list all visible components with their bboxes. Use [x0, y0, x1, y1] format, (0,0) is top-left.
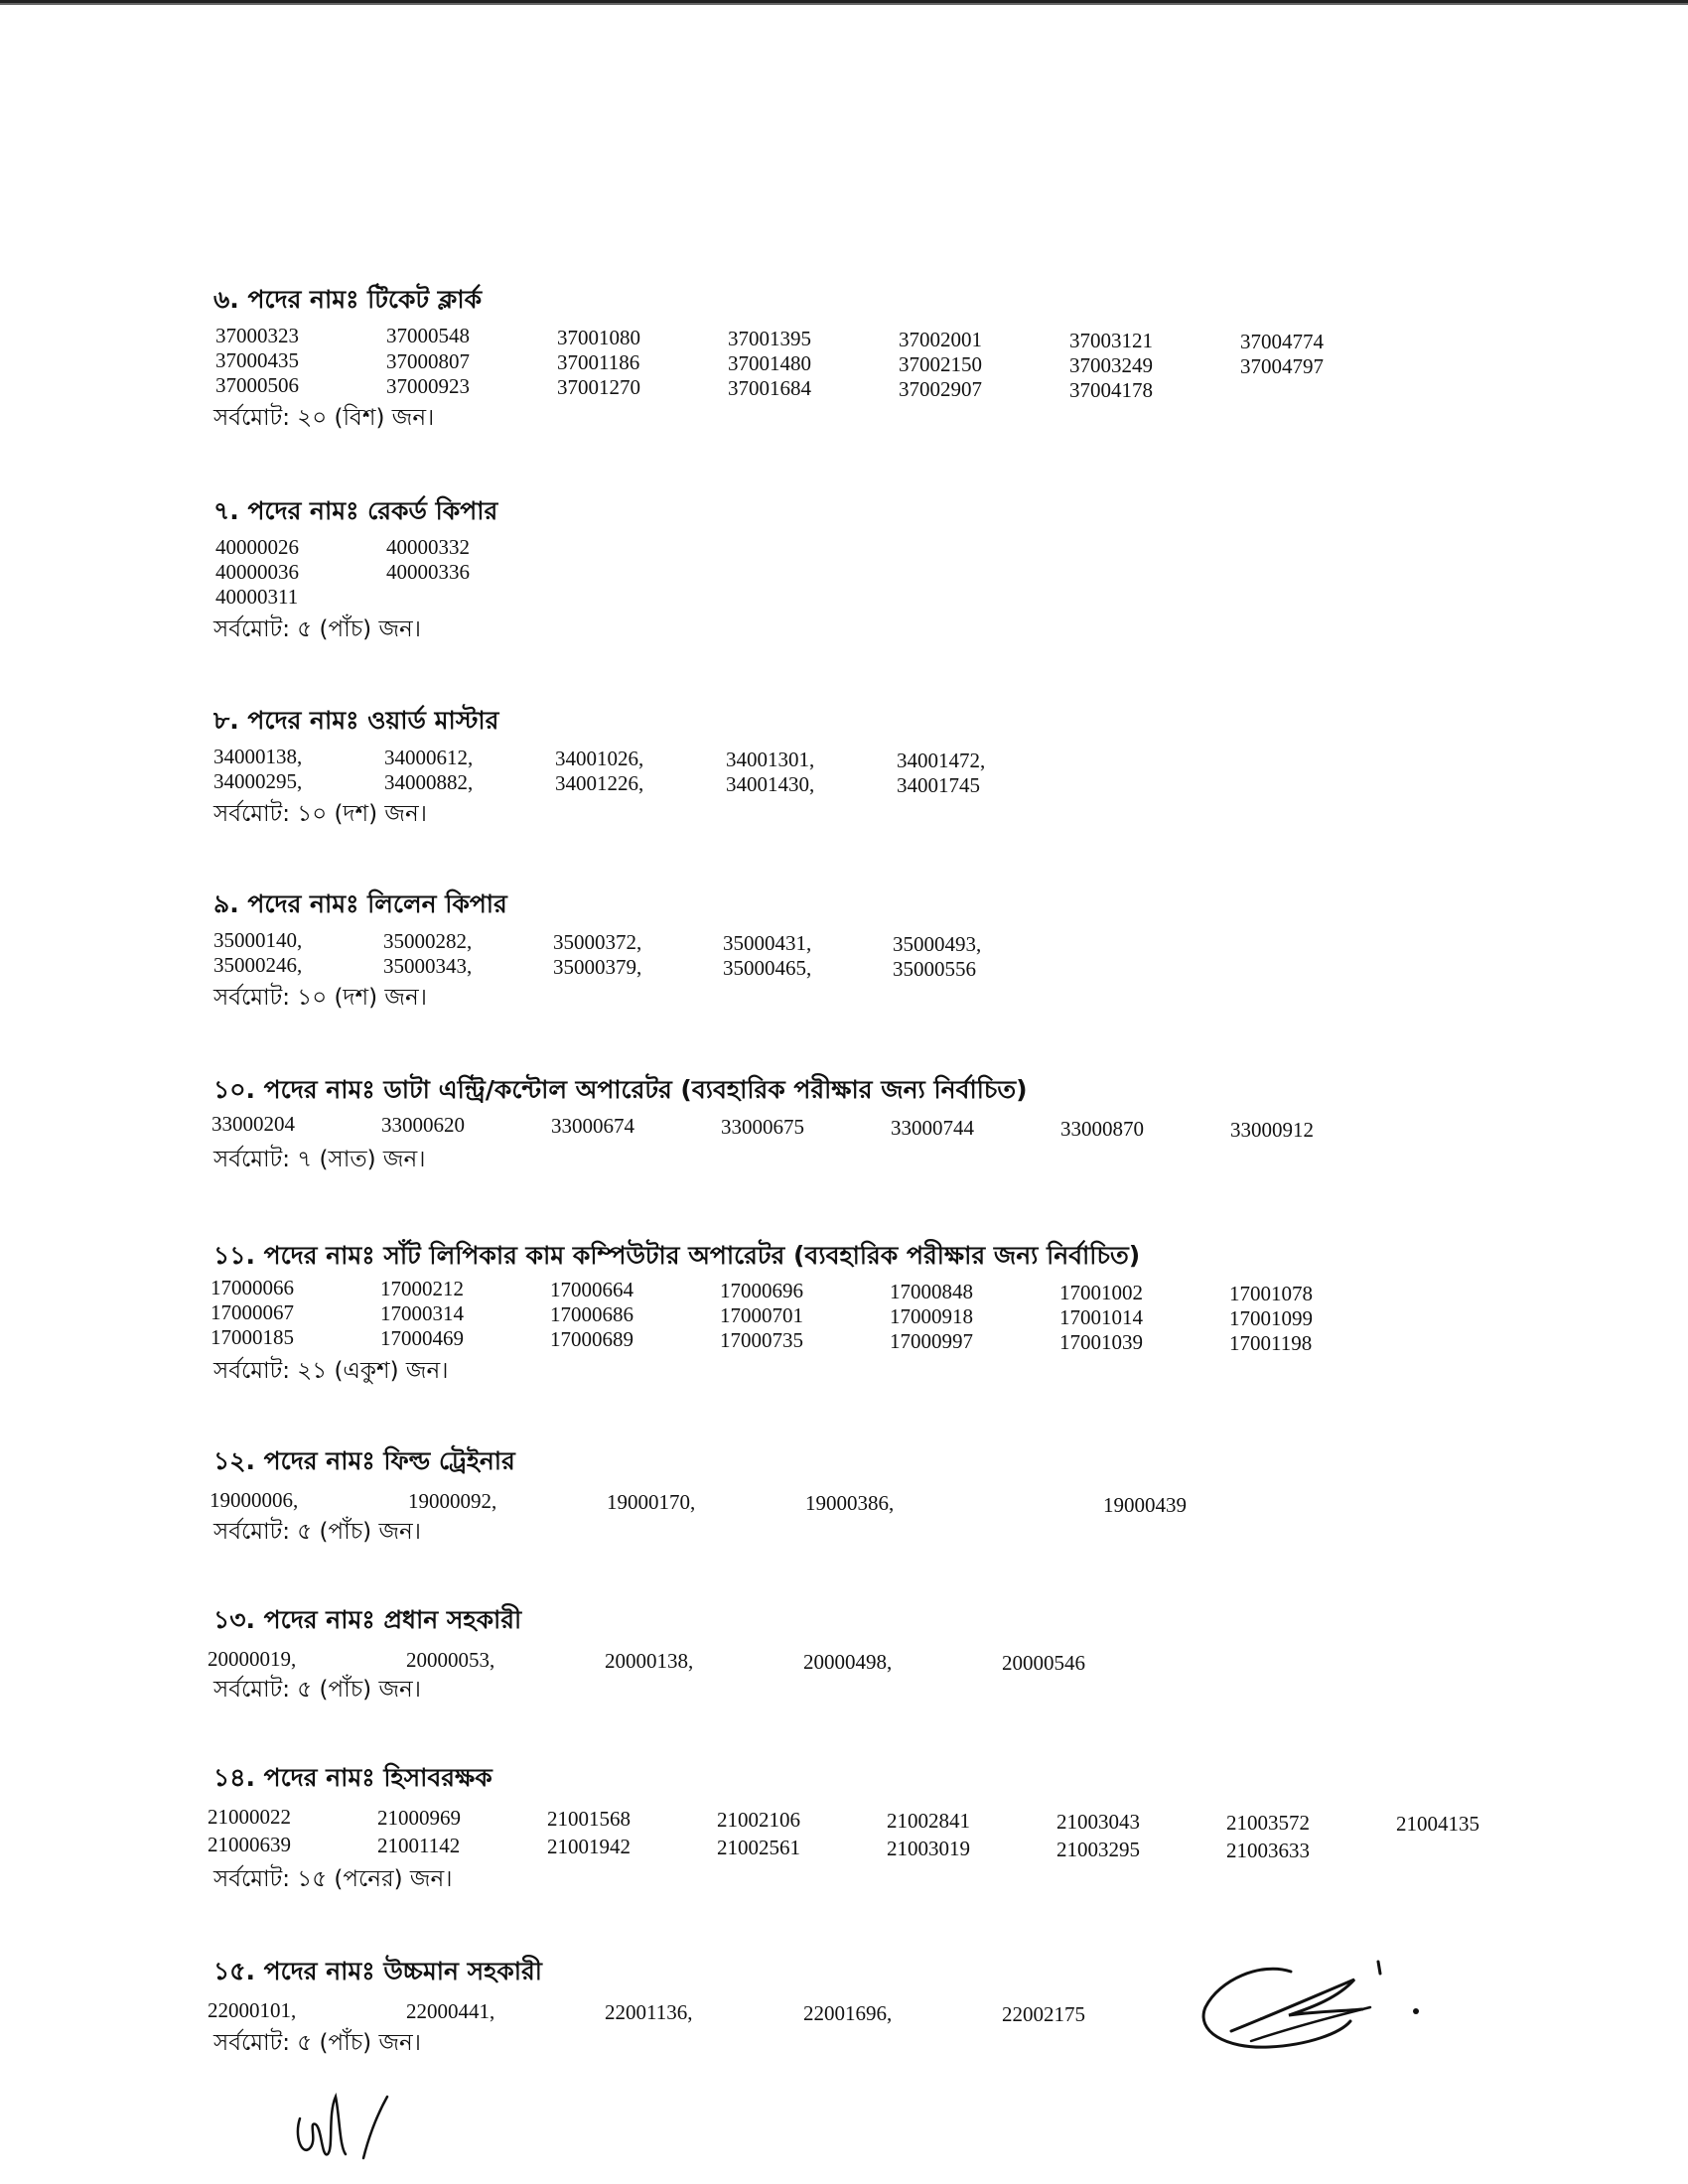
- roll-number: 40000026: [215, 535, 299, 559]
- section-heading: ৭. পদের নামঃ রেকর্ড কিপার: [213, 496, 498, 525]
- roll-number: 17000185: [211, 1325, 294, 1349]
- roll-number: 34001301,: [726, 748, 815, 771]
- roll-number: 22002175: [1002, 2002, 1085, 2026]
- roll-number: 37003249: [1069, 353, 1153, 377]
- section-total: সর্বমোট: ১০ (দশ) জন।: [213, 985, 427, 1011]
- section-total: সর্বমোট: ৫ (পাঁচ) জন।: [213, 616, 421, 642]
- roll-number: 34001472,: [897, 749, 986, 772]
- roll-number: 34000295,: [213, 769, 303, 793]
- roll-number: 19000170,: [607, 1490, 696, 1514]
- roll-number: 17000686: [550, 1302, 633, 1326]
- roll-number: 17001039: [1059, 1330, 1143, 1354]
- roll-number: 37000923: [386, 374, 470, 398]
- roll-number: 17000696: [720, 1279, 803, 1302]
- section-total: সর্বমোট: ৫ (পাঁচ) জন।: [213, 1677, 421, 1703]
- section-field-trainer: [0, 1441, 1688, 1590]
- roll-number: 37000435: [215, 348, 299, 372]
- roll-number: 21002561: [717, 1836, 800, 1859]
- roll-number: 37002150: [899, 352, 982, 376]
- roll-number: 17000664: [550, 1278, 633, 1301]
- roll-number: 21000969: [377, 1806, 461, 1830]
- roll-number: 37000506: [215, 373, 299, 397]
- roll-number: 21001568: [547, 1807, 631, 1831]
- roll-number: 21003572: [1226, 1811, 1310, 1835]
- roll-number: 17001002: [1059, 1281, 1143, 1304]
- section-head-assistant: [0, 1600, 1688, 1749]
- section-heading: ৬. পদের নামঃ টিকেট ক্লার্ক: [213, 285, 483, 314]
- roll-number: 37001480: [728, 351, 811, 375]
- roll-number: 17001099: [1229, 1306, 1313, 1330]
- roll-number: 35000343,: [383, 954, 473, 978]
- roll-number: 37000323: [215, 324, 299, 347]
- roll-number: 40000311: [215, 585, 299, 609]
- roll-number: 37001186: [557, 350, 640, 374]
- signature-right: [1192, 1946, 1440, 2065]
- roll-number: 37004797: [1240, 354, 1324, 378]
- roll-number: 40000336: [386, 560, 470, 584]
- section-heading: ১১. পদের নামঃ সাঁট লিপিকার কাম কম্পিউটার অপারেটর (ব্যবহারিক পরীক্ষার জন্য নির্বাচিত): [213, 1241, 1141, 1270]
- roll-number: 19000092,: [408, 1489, 497, 1513]
- section-ward-master: [0, 701, 1688, 850]
- roll-number: 37001395: [728, 327, 811, 350]
- roll-number: 21001142: [377, 1834, 461, 1857]
- roll-number: 19000386,: [805, 1491, 895, 1515]
- roll-number: 19000439: [1103, 1493, 1187, 1517]
- roll-number: 22000101,: [208, 1998, 297, 2022]
- roll-number: 33000675: [721, 1115, 804, 1139]
- section-heading: ১৫. পদের নামঃ উচ্চমান সহকারী: [213, 1957, 542, 1985]
- roll-number: 37001080: [557, 326, 640, 349]
- roll-number: 17000212: [380, 1277, 464, 1300]
- section-data-entry-operator: [0, 1070, 1688, 1219]
- roll-number: 33000744: [891, 1116, 974, 1140]
- roll-number: 33000620: [381, 1113, 465, 1137]
- roll-number: 21003295: [1056, 1838, 1140, 1861]
- roll-number: 20000498,: [803, 1650, 893, 1674]
- roll-number: 35000140,: [213, 928, 303, 952]
- roll-number: 34001430,: [726, 772, 815, 796]
- roll-number: 17000848: [890, 1280, 973, 1303]
- section-stenographer: [0, 1236, 1688, 1385]
- roll-number: 33000204: [211, 1112, 295, 1136]
- roll-number: 33000912: [1230, 1118, 1314, 1142]
- roll-number: 22001136,: [605, 2000, 693, 2024]
- section-heading: ৮. পদের নামঃ ওয়ার্ড মাস্টার: [213, 706, 499, 735]
- roll-number: 37003121: [1069, 329, 1153, 352]
- roll-number: 33000870: [1060, 1117, 1144, 1141]
- roll-number: 40000332: [386, 535, 470, 559]
- signature-left: [288, 2085, 407, 2174]
- section-accountant: [0, 1758, 1688, 1907]
- roll-number: 22001696,: [803, 2001, 893, 2025]
- roll-number: 40000036: [215, 560, 299, 584]
- roll-number: 20000546: [1002, 1651, 1085, 1675]
- roll-number: 21003043: [1056, 1810, 1140, 1834]
- section-heading: ১৩. পদের নামঃ প্রধান সহকারী: [213, 1605, 522, 1634]
- roll-number: 19000006,: [210, 1488, 299, 1512]
- section-ticket-clerk: [0, 280, 1688, 429]
- roll-number: 35000465,: [723, 956, 812, 980]
- roll-number: 37004774: [1240, 330, 1324, 353]
- section-total: সর্বমোট: ২১ (একুশ) জন।: [213, 1358, 449, 1384]
- section-record-keeper: [0, 491, 1688, 640]
- roll-number: 34001026,: [555, 747, 644, 770]
- section-total: সর্বমোট: ১৫ (পনের) জন।: [213, 1866, 453, 1892]
- roll-number: 17000314: [380, 1301, 464, 1325]
- roll-number: 21003633: [1226, 1839, 1310, 1862]
- roll-number: 17000997: [890, 1329, 973, 1353]
- section-heading: ১০. পদের নামঃ ডাটা এন্ট্রি/কন্টোল অপারেটর (ব্যবহারিক পরীক্ষার জন্য নির্বাচিত): [213, 1075, 1028, 1104]
- section-total: সর্বমোট: ১০ (দশ) জন।: [213, 801, 427, 827]
- roll-number: 17000469: [380, 1326, 464, 1350]
- roll-number: 37004178: [1069, 378, 1153, 402]
- roll-number: 20000138,: [605, 1649, 694, 1673]
- roll-number: 37002001: [899, 328, 982, 351]
- roll-number: 21000639: [208, 1833, 291, 1856]
- scan-top-edge: [0, 0, 1688, 8]
- roll-number: 21003019: [887, 1837, 970, 1860]
- roll-number: 17000689: [550, 1327, 633, 1351]
- roll-number: 20000053,: [406, 1648, 495, 1672]
- roll-number: 37000807: [386, 349, 470, 373]
- roll-number: 35000431,: [723, 931, 812, 955]
- roll-number: 17000735: [720, 1328, 803, 1352]
- roll-number: 22000441,: [406, 1999, 495, 2023]
- roll-number: 21000022: [208, 1805, 291, 1829]
- roll-number: 34000882,: [384, 770, 474, 794]
- roll-number: 21001942: [547, 1835, 631, 1858]
- roll-number: 17000066: [211, 1276, 294, 1299]
- roll-number: 35000282,: [383, 929, 473, 953]
- roll-number: 17001078: [1229, 1282, 1313, 1305]
- roll-number: 21004135: [1396, 1812, 1479, 1836]
- section-total: সর্বমোট: ৫ (পাঁচ) জন।: [213, 1519, 421, 1545]
- section-total: সর্বমোট: ২০ (বিশ) জন।: [213, 405, 435, 431]
- roll-number: 21002841: [887, 1809, 970, 1833]
- roll-number: 17000067: [211, 1300, 294, 1324]
- section-total: সর্বমোট: ৭ (সাত) জন।: [213, 1147, 426, 1172]
- roll-number: 34000138,: [213, 745, 303, 768]
- roll-number: 37000548: [386, 324, 470, 347]
- section-heading: ৯. পদের নামঃ লিলেন কিপার: [213, 889, 507, 918]
- roll-number: 35000493,: [893, 932, 982, 956]
- roll-number: 37001684: [728, 376, 811, 400]
- section-total: সর্বমোট: ৫ (পাঁচ) জন।: [213, 2030, 421, 2056]
- roll-number: 35000379,: [553, 955, 642, 979]
- roll-number: 33000674: [551, 1114, 634, 1138]
- roll-number: 17001014: [1059, 1305, 1143, 1329]
- roll-number: 34000612,: [384, 746, 474, 769]
- roll-number: 35000372,: [553, 930, 642, 954]
- roll-number: 21002106: [717, 1808, 800, 1832]
- roll-number: 35000556: [893, 957, 976, 981]
- roll-number: 34001745: [897, 773, 980, 797]
- roll-number: 17001198: [1229, 1331, 1313, 1355]
- roll-number: 20000019,: [208, 1647, 297, 1671]
- roll-number: 34001226,: [555, 771, 644, 795]
- roll-number: 37001270: [557, 375, 640, 399]
- roll-number: 35000246,: [213, 953, 303, 977]
- section-heading: ১৪. পদের নামঃ হিসাবরক্ষক: [213, 1763, 492, 1792]
- section-linen-keeper: [0, 885, 1688, 1033]
- roll-number: 37002907: [899, 377, 982, 401]
- section-heading: ১২. পদের নামঃ ফিল্ড ট্রেইনার: [213, 1446, 515, 1475]
- roll-number: 17000918: [890, 1304, 973, 1328]
- roll-number: 17000701: [720, 1303, 803, 1327]
